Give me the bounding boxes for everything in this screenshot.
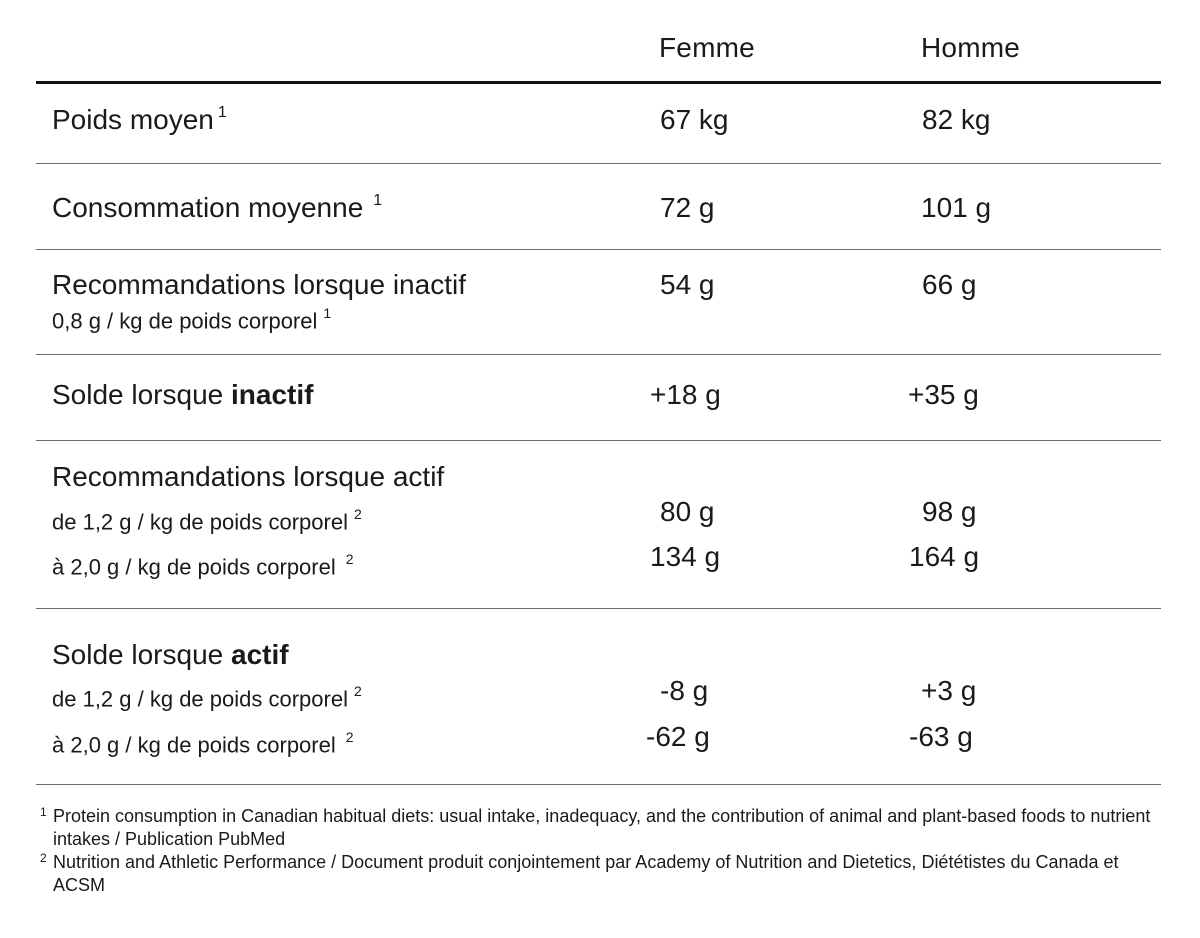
footnotes [40, 805, 1160, 897]
value-homme: 66 g [922, 269, 977, 300]
footnote-text: Protein consumption in Canadian habitual diets: usual intake, inadequacy, and the contribution of animal and plant-based foods to nutrient intakes / Publication PubMed [53, 806, 1151, 849]
protein-table [36, 0, 1161, 785]
footnote-2 [40, 851, 1160, 897]
row-sublabel-min: de 1,2 g / kg de poids corporel $^2$ [52, 683, 362, 712]
row-label: Solde lorsque actif [52, 639, 289, 670]
row-sublabel-min: de 1,2 g / kg de poids corporel $^2$ [52, 506, 362, 535]
row-poids-moyen [36, 84, 1161, 164]
value-femme-min: 80 g [660, 496, 715, 527]
footnote-1 [40, 805, 1160, 851]
footnote-ref: 2 [345, 551, 354, 567]
footnote-ref: 1 [373, 191, 383, 209]
value-homme: 101 g [921, 192, 992, 223]
footnote-ref: 1 [323, 305, 332, 321]
column-header-femme: Femme [659, 32, 755, 63]
value-femme-max: -62 g [646, 721, 710, 752]
row-recommandations-inactif [36, 250, 1161, 355]
value-homme-min: 98 g [922, 496, 977, 527]
value-femme: 54 g [660, 269, 715, 300]
row-consommation-moyenne [36, 164, 1161, 250]
row-recommandations-actif [36, 441, 1161, 609]
row-sublabel-max: à 2,0 g / kg de poids corporel $^2$ [52, 729, 354, 758]
row-solde-actif [36, 609, 1161, 785]
footnote-number: 2 [40, 851, 47, 865]
footnote-number: 1 [40, 805, 47, 819]
footnote-ref: 2 [353, 506, 362, 522]
row-sublabel: 0,8 g / kg de poids corporel $^1$ [52, 305, 332, 334]
footnote-text: Nutrition and Athletic Performance / Document produit conjointement par Academy of Nutrition and Dietetics, Diététistes du Canada et ACSM [53, 852, 1119, 895]
value-femme: 72 g [660, 192, 715, 223]
row-label: Recommandations lorsque inactif [52, 269, 466, 300]
row-label: Solde lorsque inactif [52, 379, 314, 410]
value-femme-max: 134 g [650, 541, 721, 572]
value-femme-min: -8 g [660, 675, 709, 706]
value-homme-max: -63 g [909, 721, 973, 752]
value-homme-min: +3 g [921, 675, 977, 706]
table-header [36, 0, 1161, 84]
footnote-ref: 2 [345, 729, 354, 745]
row-label: Consommation moyenne $^1$ [52, 191, 383, 223]
value-femme: 67 kg [660, 104, 729, 135]
row-sublabel-max: à 2,0 g / kg de poids corporel $^2$ [52, 551, 354, 580]
value-femme: +18 g [650, 379, 721, 410]
value-homme: 82 kg [922, 104, 991, 135]
column-header-homme: Homme [921, 32, 1021, 63]
row-label: Recommandations lorsque actif [52, 461, 445, 492]
footnote-ref: 1 [217, 103, 227, 121]
footnote-ref: 2 [353, 683, 362, 699]
value-homme-max: 164 g [909, 541, 980, 572]
row-solde-inactif [36, 355, 1161, 441]
row-label: Poids moyen $^1$ [52, 103, 227, 135]
value-homme: +35 g [908, 379, 979, 410]
